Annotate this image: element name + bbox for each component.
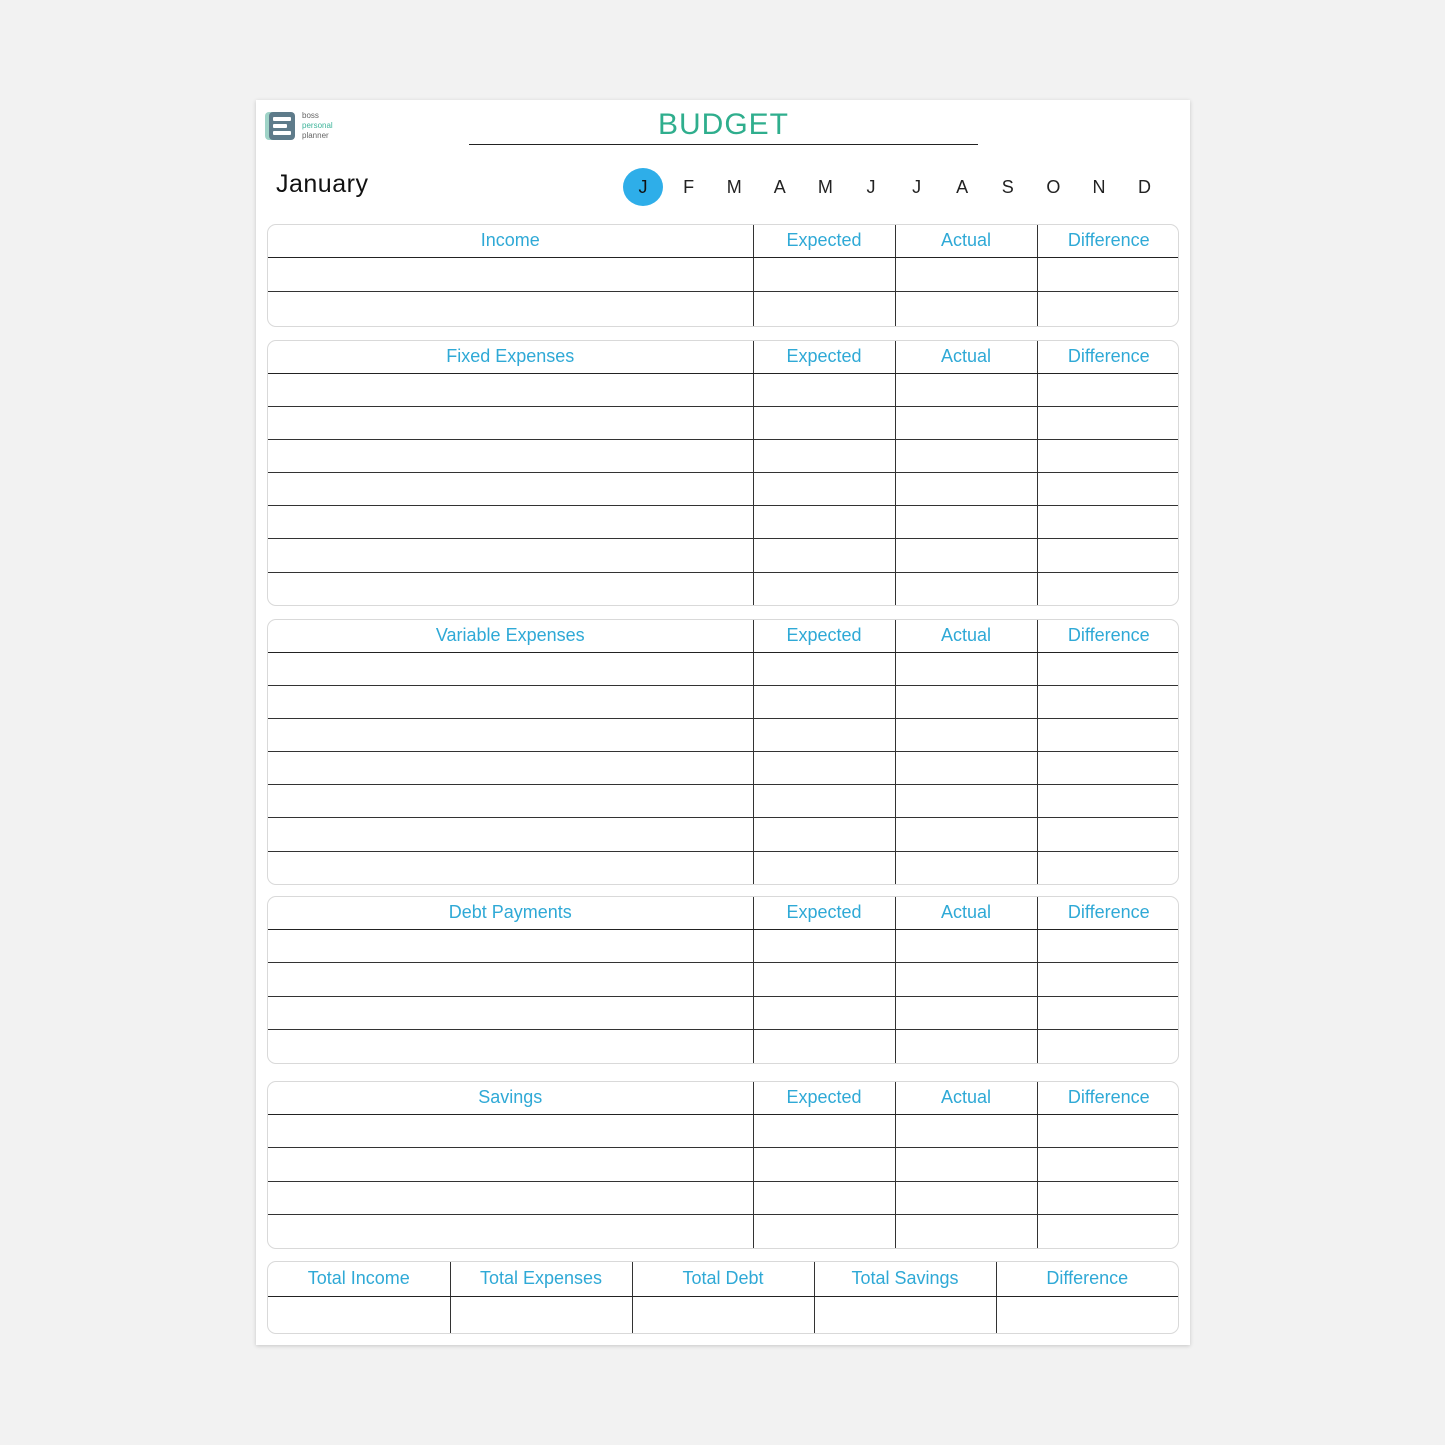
- actual-cell[interactable]: [895, 506, 1037, 539]
- actual-cell[interactable]: [895, 752, 1037, 785]
- difference-cell[interactable]: [1037, 1215, 1179, 1249]
- variable-expenses-table: [268, 620, 1179, 884]
- page-title: BUDGET: [469, 106, 978, 145]
- expected-cell[interactable]: [753, 752, 895, 785]
- actual-cell[interactable]: [895, 539, 1037, 572]
- table-row: [268, 439, 1179, 472]
- table-row: [268, 572, 1179, 605]
- item-cell[interactable]: [268, 257, 753, 292]
- table-row: [268, 685, 1179, 718]
- expected-cell[interactable]: [753, 473, 895, 506]
- table-row: [268, 652, 1179, 685]
- table-row: [268, 473, 1179, 506]
- table-row: [268, 539, 1179, 572]
- savings-header: Savings: [268, 1082, 753, 1114]
- fixed-expenses-section: [267, 340, 1179, 606]
- item-cell[interactable]: [268, 1148, 753, 1182]
- logo-line-1: boss: [302, 111, 319, 120]
- item-cell[interactable]: [268, 818, 753, 851]
- table-row: [268, 506, 1179, 539]
- difference-cell[interactable]: [1037, 818, 1179, 851]
- total-savings-cell[interactable]: [814, 1296, 996, 1333]
- total-debt-header: Total Debt: [632, 1262, 814, 1296]
- actual-cell[interactable]: [895, 572, 1037, 605]
- total-expenses-header: Total Expenses: [450, 1262, 632, 1296]
- expected-cell[interactable]: [753, 257, 895, 292]
- expected-cell[interactable]: [753, 1215, 895, 1249]
- table-row: [268, 785, 1179, 818]
- difference-header: Difference: [1037, 620, 1179, 652]
- item-cell[interactable]: [268, 752, 753, 785]
- item-cell[interactable]: [268, 1030, 753, 1064]
- month-letter-9[interactable]: S: [1001, 176, 1014, 197]
- difference-cell[interactable]: [1037, 718, 1179, 751]
- table-row: [268, 373, 1179, 406]
- difference-cell[interactable]: [1037, 473, 1179, 506]
- table-row: [268, 963, 1179, 997]
- month-selector: [623, 168, 1170, 206]
- difference-cell[interactable]: [1037, 292, 1179, 327]
- difference-cell[interactable]: [1037, 406, 1179, 439]
- totals-table: [268, 1262, 1178, 1333]
- actual-header: Actual: [895, 341, 1037, 373]
- actual-cell[interactable]: [895, 1215, 1037, 1249]
- actual-cell[interactable]: [895, 473, 1037, 506]
- table-row: [268, 406, 1179, 439]
- difference-cell[interactable]: [1037, 851, 1179, 884]
- month-letter-7[interactable]: J: [912, 176, 922, 197]
- table-row: [268, 1030, 1179, 1064]
- difference-cell[interactable]: [1037, 539, 1179, 572]
- logo-text: [302, 111, 333, 141]
- month-letter-6[interactable]: J: [866, 176, 876, 197]
- total-savings-header: Total Savings: [814, 1262, 996, 1296]
- actual-header: Actual: [895, 225, 1037, 257]
- expected-cell[interactable]: [753, 818, 895, 851]
- difference-header: Difference: [1037, 225, 1179, 257]
- item-cell[interactable]: [268, 652, 753, 685]
- item-cell[interactable]: [268, 292, 753, 327]
- difference-cell[interactable]: [1037, 685, 1179, 718]
- table-row: [268, 1148, 1179, 1182]
- logo-line-2: personal: [302, 121, 333, 130]
- actual-cell[interactable]: [895, 1148, 1037, 1182]
- actual-cell[interactable]: [895, 963, 1037, 997]
- table-row: [268, 929, 1179, 963]
- month-name: January: [276, 170, 369, 198]
- logo-line-3: planner: [302, 131, 329, 140]
- expected-header: Expected: [753, 897, 895, 929]
- expected-cell[interactable]: [753, 439, 895, 472]
- table-row: [268, 1215, 1179, 1249]
- expected-cell[interactable]: [753, 851, 895, 884]
- budget-page: [256, 100, 1190, 1345]
- expected-header: Expected: [753, 225, 895, 257]
- expected-cell[interactable]: [753, 1114, 895, 1148]
- actual-cell[interactable]: [895, 1114, 1037, 1148]
- total-expenses-cell[interactable]: [450, 1296, 632, 1333]
- actual-cell[interactable]: [895, 292, 1037, 327]
- expected-header: Expected: [753, 341, 895, 373]
- totals-difference-cell[interactable]: [996, 1296, 1178, 1333]
- income-section: [267, 224, 1179, 327]
- actual-cell[interactable]: [895, 818, 1037, 851]
- actual-cell[interactable]: [895, 406, 1037, 439]
- month-letter-11[interactable]: N: [1092, 176, 1106, 197]
- item-cell[interactable]: [268, 1215, 753, 1249]
- actual-cell[interactable]: [895, 373, 1037, 406]
- difference-cell[interactable]: [1037, 963, 1179, 997]
- actual-header: Actual: [895, 1082, 1037, 1114]
- month-letter-5[interactable]: M: [817, 176, 833, 197]
- actual-cell[interactable]: [895, 996, 1037, 1030]
- expected-cell[interactable]: [753, 539, 895, 572]
- item-cell[interactable]: [268, 685, 753, 718]
- difference-cell[interactable]: [1037, 1181, 1179, 1215]
- fixed-expenses-table: [268, 341, 1179, 605]
- expected-cell[interactable]: [753, 718, 895, 751]
- expected-header: Expected: [753, 620, 895, 652]
- expected-cell[interactable]: [753, 929, 895, 963]
- brand-logo: [263, 109, 333, 143]
- month-letter-10[interactable]: O: [1046, 176, 1061, 197]
- expected-cell[interactable]: [753, 506, 895, 539]
- expected-cell[interactable]: [753, 996, 895, 1030]
- expected-cell[interactable]: [753, 373, 895, 406]
- month-letter-4[interactable]: A: [773, 176, 786, 197]
- income-table: [268, 225, 1179, 326]
- difference-header: Difference: [1037, 341, 1179, 373]
- actual-cell[interactable]: [895, 1181, 1037, 1215]
- item-cell[interactable]: [268, 539, 753, 572]
- actual-cell[interactable]: [895, 929, 1037, 963]
- debt-payments-table: [268, 897, 1179, 1063]
- expected-header: Expected: [753, 1082, 895, 1114]
- actual-cell[interactable]: [895, 439, 1037, 472]
- item-cell[interactable]: [268, 929, 753, 963]
- item-cell[interactable]: [268, 506, 753, 539]
- expected-cell[interactable]: [753, 406, 895, 439]
- actual-cell[interactable]: [895, 257, 1037, 292]
- month-letter-1[interactable]: J: [623, 168, 663, 206]
- total-income-header: Total Income: [268, 1262, 450, 1296]
- table-row: [268, 996, 1179, 1030]
- difference-cell[interactable]: [1037, 257, 1179, 292]
- item-cell[interactable]: [268, 963, 753, 997]
- totals-section: [267, 1261, 1179, 1334]
- actual-cell[interactable]: [895, 718, 1037, 751]
- table-row: [268, 257, 1179, 292]
- actual-cell[interactable]: [895, 785, 1037, 818]
- difference-cell[interactable]: [1037, 572, 1179, 605]
- difference-header: Difference: [1037, 897, 1179, 929]
- totals-difference-header: Difference: [996, 1262, 1178, 1296]
- difference-cell[interactable]: [1037, 752, 1179, 785]
- debt-payments-header: Debt Payments: [268, 897, 753, 929]
- table-row: [268, 818, 1179, 851]
- item-cell[interactable]: [268, 473, 753, 506]
- total-debt-cell[interactable]: [632, 1296, 814, 1333]
- difference-cell[interactable]: [1037, 1148, 1179, 1182]
- expected-cell[interactable]: [753, 572, 895, 605]
- fixed-expenses-header: Fixed Expenses: [268, 341, 753, 373]
- total-income-cell[interactable]: [268, 1296, 450, 1333]
- actual-header: Actual: [895, 620, 1037, 652]
- difference-cell[interactable]: [1037, 506, 1179, 539]
- difference-cell[interactable]: [1037, 1030, 1179, 1064]
- expected-cell[interactable]: [753, 1030, 895, 1064]
- expected-cell[interactable]: [753, 1181, 895, 1215]
- month-letter-12[interactable]: D: [1138, 176, 1152, 197]
- difference-cell[interactable]: [1037, 996, 1179, 1030]
- expected-cell[interactable]: [753, 785, 895, 818]
- planner-logo-icon: [263, 109, 297, 143]
- difference-header: Difference: [1037, 1082, 1179, 1114]
- item-cell[interactable]: [268, 439, 753, 472]
- item-cell[interactable]: [268, 572, 753, 605]
- expected-cell[interactable]: [753, 1148, 895, 1182]
- month-letter-8[interactable]: A: [956, 176, 969, 197]
- item-cell[interactable]: [268, 406, 753, 439]
- variable-expenses-section: [267, 619, 1179, 885]
- table-row: [268, 718, 1179, 751]
- difference-cell[interactable]: [1037, 652, 1179, 685]
- expected-cell[interactable]: [753, 963, 895, 997]
- difference-cell[interactable]: [1037, 1114, 1179, 1148]
- totals-row: [268, 1296, 1178, 1333]
- table-row: [268, 851, 1179, 884]
- actual-header: Actual: [895, 897, 1037, 929]
- month-letter-2[interactable]: F: [683, 176, 695, 197]
- difference-cell[interactable]: [1037, 373, 1179, 406]
- expected-cell[interactable]: [753, 652, 895, 685]
- table-row: [268, 752, 1179, 785]
- item-cell[interactable]: [268, 1181, 753, 1215]
- savings-table: [268, 1082, 1179, 1248]
- expected-cell[interactable]: [753, 292, 895, 327]
- item-cell[interactable]: [268, 1114, 753, 1148]
- difference-cell[interactable]: [1037, 785, 1179, 818]
- month-letter-3[interactable]: M: [726, 176, 742, 197]
- item-cell[interactable]: [268, 373, 753, 406]
- table-row: [268, 292, 1179, 327]
- actual-cell[interactable]: [895, 1030, 1037, 1064]
- actual-cell[interactable]: [895, 851, 1037, 884]
- income-header: Income: [268, 225, 753, 257]
- item-cell[interactable]: [268, 851, 753, 884]
- actual-cell[interactable]: [895, 685, 1037, 718]
- item-cell[interactable]: [268, 785, 753, 818]
- difference-cell[interactable]: [1037, 929, 1179, 963]
- savings-section: [267, 1081, 1179, 1249]
- variable-expenses-header: Variable Expenses: [268, 620, 753, 652]
- actual-cell[interactable]: [895, 652, 1037, 685]
- table-row: [268, 1181, 1179, 1215]
- item-cell[interactable]: [268, 718, 753, 751]
- difference-cell[interactable]: [1037, 439, 1179, 472]
- table-row: [268, 1114, 1179, 1148]
- item-cell[interactable]: [268, 996, 753, 1030]
- debt-payments-section: [267, 896, 1179, 1064]
- expected-cell[interactable]: [753, 685, 895, 718]
